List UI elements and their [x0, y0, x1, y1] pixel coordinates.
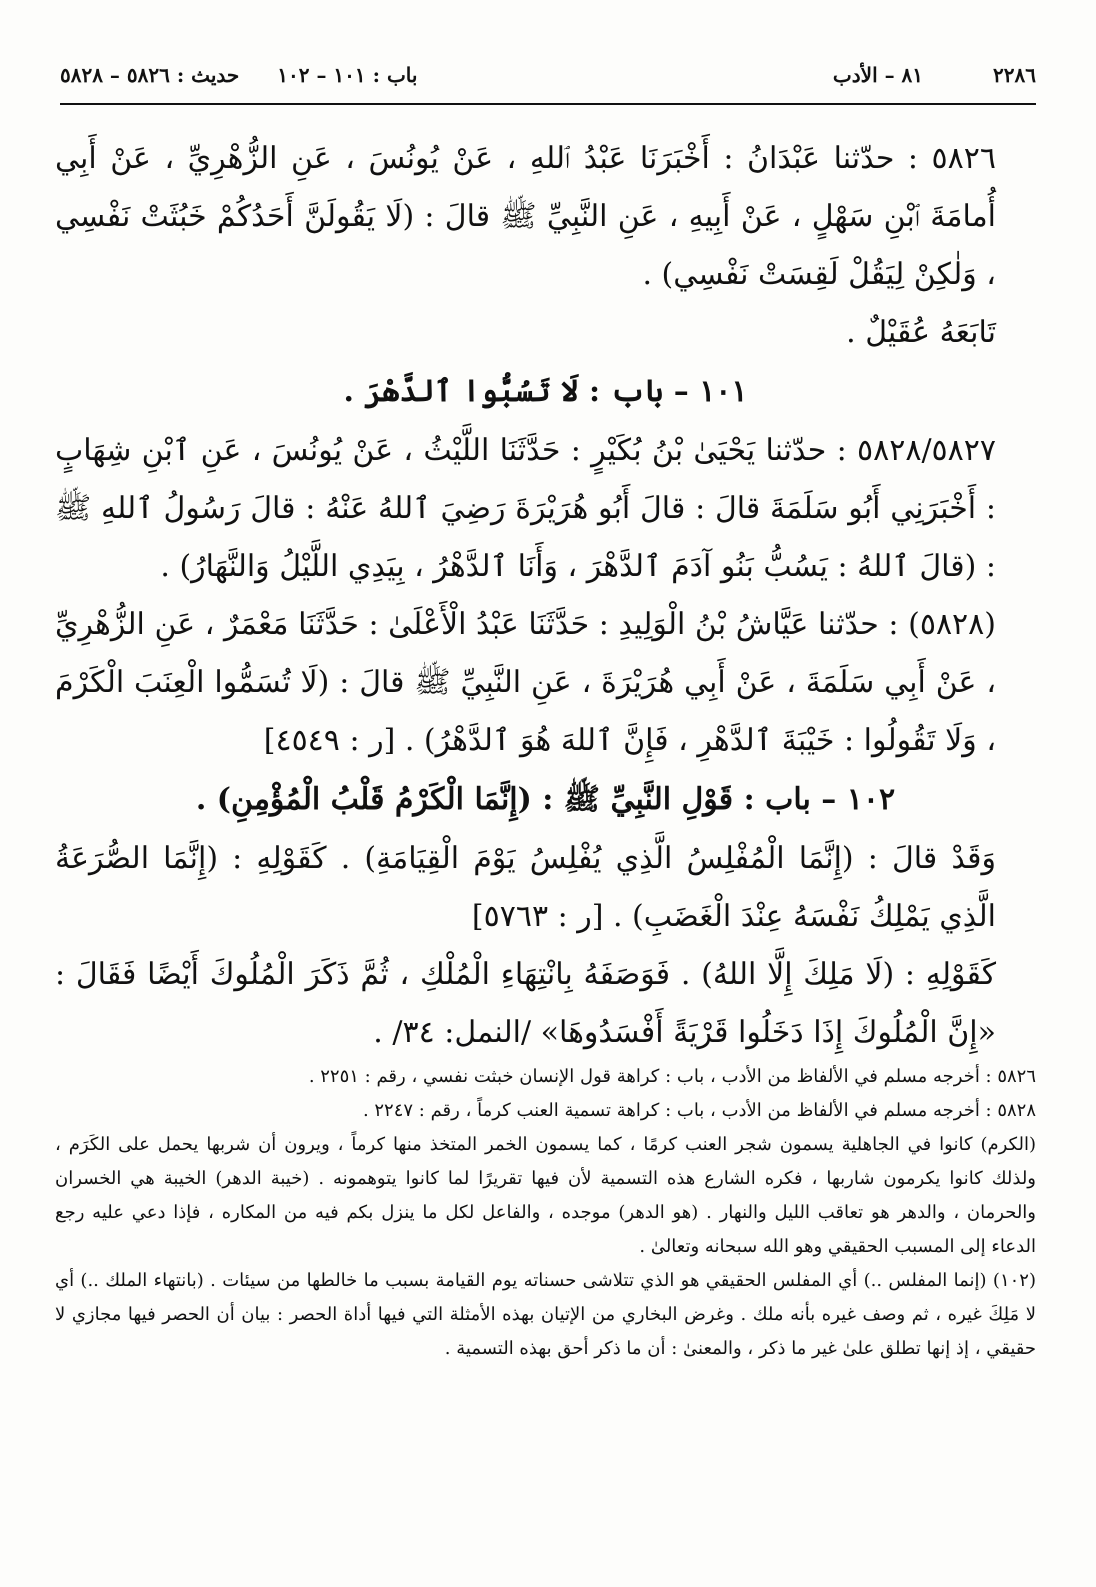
- header-left: [60, 63, 417, 87]
- hadith-5826: ٥٨٢٦ : حدّثنا عَبْدَانُ : أَخْبَرَنَا عَبْدُ ٱللهِ ، عَنْ يُونُسَ ، عَنِ الزُّهْرِيِّ ، عَنْ أَبِي أُمامَةَ ٱبْنِ سَهْلٍ ، عَنْ أَبِيهِ ، عَنِ النَّبِيِّ ﷺ قالَ : (لَا يَقُولَنَّ أَحَدُكُمْ خَبُثَتْ نَفْسِي ، وَلٰكِنْ لِيَقُلْ لَقِسَتْ نَفْسِي) .: [55, 141, 996, 292]
- page-number: ٢٢٨٦: [993, 63, 1036, 87]
- header-rule: [60, 103, 1036, 105]
- tabaah-line: تَابَعَهُ عُقَيْلٌ .: [846, 315, 996, 350]
- hadith-range: حديث : ٥٨٢٦ – ٥٨٢٨: [60, 63, 240, 87]
- footnotes: [55, 1060, 1036, 1366]
- footnote-5828: ٥٨٢٨ : أخرجه مسلم في الألفاظ من الأدب ، باب : كراهة تسمية العنب كرماً ، رقم : ٢٢٤٧ .: [362, 1100, 1036, 1121]
- footnote-explanation-2: (١٠٢) (إنما المفلس ..) أي المفلس الحقيقي هو الذي تتلاشى حسناته يوم القيامة بسبب ما خالطها من سيئات . (بانتهاء الملك ..) أي لا مَلِكَ غيره ، ثم وصف غيره بأنه ملك . وغرض البخاري من الإتيان بهذه الأمثلة التي فيها أداة الحصر : بيان أن الحصر فيها مجازي لا حقيقي ، إذ إنها تطلق علىٰ غير ما ذكر ، والمعنىٰ : أن ما ذكر أحق بهذه التسمية .: [55, 1270, 1036, 1359]
- paragraph-muflis: وَقَدْ قالَ : (إِنَّمَا الْمُفْلِسُ الَّذِي يُفْلِسُ يَوْمَ الْقِيَامَةِ) . كَقَوْلِهِ : (إِنَّمَا الصُّرَعَةُ الَّذِي يَمْلِكُ نَفْسَهُ عِنْدَ الْغَضَبِ) . [ر : ٥٧٦٣]: [55, 841, 996, 934]
- footnote-5826: ٥٨٢٦ : أخرجه مسلم في الألفاظ من الأدب ، باب : كراهة قول الإنسان خبثت نفسي ، رقم : ٢٢٥١ .: [308, 1066, 1036, 1087]
- book-title: ٨١ – الأدب: [832, 63, 924, 87]
- page-header: [60, 58, 1036, 92]
- hadith-5828: (٥٨٢٨) : حدّثنا عَيَّاشُ بْنُ الْوَلِيدِ : حَدَّثَنَا عَبْدُ الْأَعْلَىٰ : حَدَّثَنَا مَعْمَرٌ ، عَنِ الزُّهْرِيِّ ، عَنْ أَبِي سَلَمَةَ ، عَنْ أَبِي هُرَيْرَةَ ، عَنِ النَّبِيِّ ﷺ قالَ : (لَا تُسَمُّوا الْعِنَبَ الْكَرْمَ ، وَلَا تَقُولُوا : خَيْبَةَ ٱلدَّهْرِ ، فَإِنَّ ٱللهَ هُوَ ٱلدَّهْرُ) . [ر : ٤٥٤٩]: [55, 607, 996, 758]
- chapter-range: باب : ١٠١ – ١٠٢: [277, 63, 418, 87]
- main-text: [55, 130, 1036, 1062]
- chapter-heading-101: ١٠١ – باب : لَا تَسُبُّوا ٱلدَّهْرَ .: [343, 374, 748, 409]
- hadith-5827: ٥٨٢٨/٥٨٢٧ : حدّثنا يَحْيَىٰ بْنُ بُكَيْرٍ : حَدَّثَنَا اللَّيْثُ ، عَنْ يُونُسَ ، عَنِ ٱبْنِ شِهَابٍ : أَخْبَرَنِي أَبُو سَلَمَةَ قالَ : قالَ أَبُو هُرَيْرَةَ رَضِيَ ٱللهُ عَنْهُ : قالَ رَسُولُ ٱللهِ ﷺ : (قالَ ٱللهُ : يَسُبُّ بَنُو آدَمَ ٱلدَّهْرَ ، وَأَنَا ٱلدَّهْرُ ، بِيَدِي اللَّيْلُ وَالنَّهَارُ) .: [55, 433, 996, 584]
- header-right: [833, 63, 1036, 87]
- paragraph-mulk: كَقَوْلِهِ : (لَا مَلِكَ إِلَّا اللهُ) . فَوَصَفَهُ بِانْتِهَاءِ الْمُلْكِ ، ثُمَّ ذَكَرَ الْمُلُوكَ أَيْضًا فَقَالَ : «إِنَّ الْمُلُوكَ إِذَا دَخَلُوا قَرْيَةً أَفْسَدُوهَا» /النمل: ٣٤/ .: [55, 957, 996, 1050]
- footnote-explanation-1: (الكرم) كانوا في الجاهلية يسمون شجر العنب كرمًا ، كما يسمون الخمر المتخذ منها كرماً ، ويرون أن شربها يحمل على الكَرَم ، ولذلك كانوا يكرمون شاربها ، فكره الشارع هذه التسمية لأن فيها تقريرًا لما كانوا يتوهمونه . (خيبة الدهر) الخيبة هي الخسران والحرمان ، والدهر هو تعاقب الليل والنهار . (هو الدهر) موجده ، والفاعل لكل ما ينزل بكم فيه من المكاره ، فإذا دعي عليه رجع الدعاء إلى المسبب الحقيقي وهو الله سبحانه وتعالىٰ .: [55, 1134, 1036, 1257]
- chapter-heading-102: ١٠٢ – باب : قَوْلِ النَّبِيِّ ﷺ : (إِنَّمَا الْكَرْمُ قَلْبُ الْمُؤْمِنِ) .: [195, 782, 896, 817]
